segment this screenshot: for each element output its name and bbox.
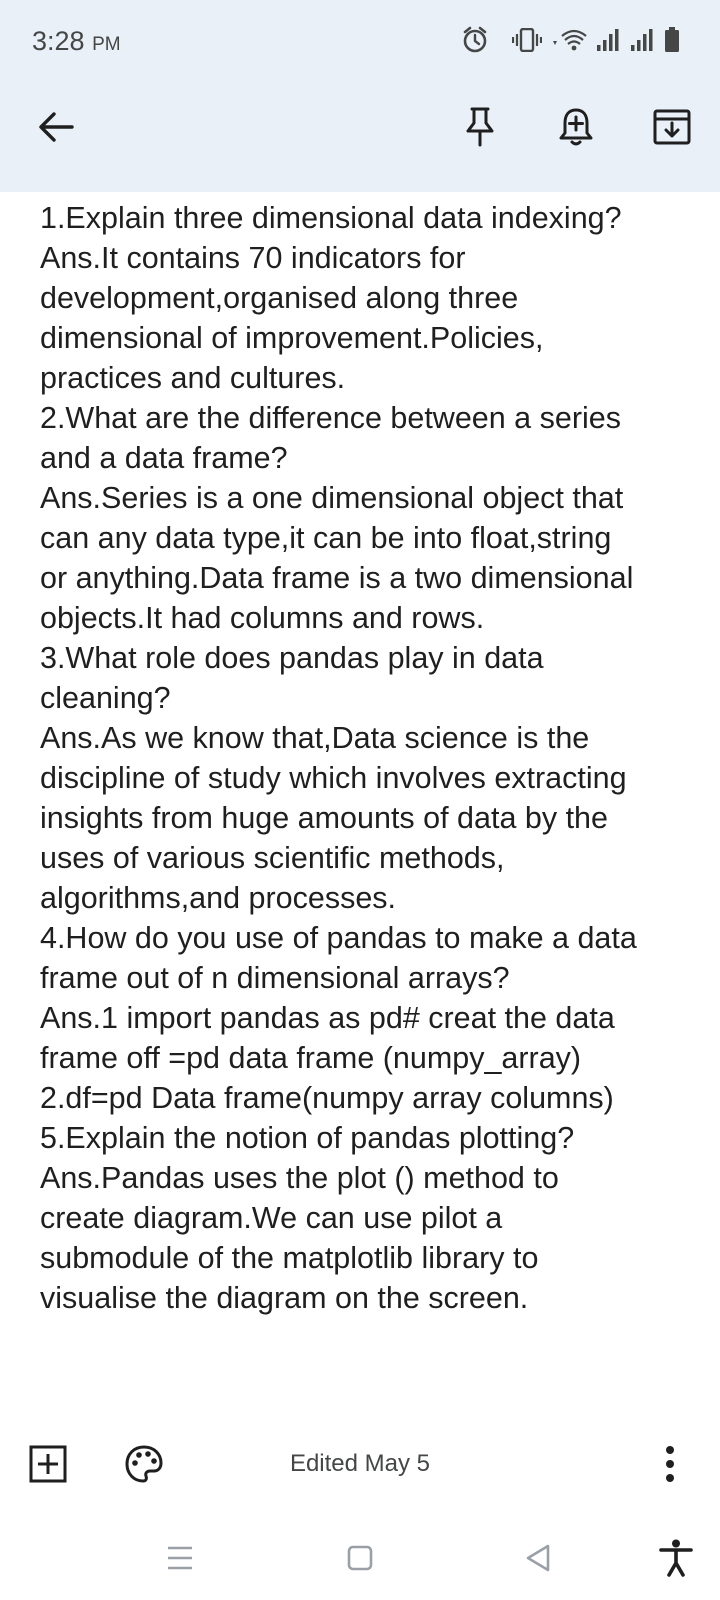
wifi-icon <box>550 28 588 52</box>
note-line: 5.Explain the notion of pandas plotting? <box>40 1121 575 1155</box>
back-button[interactable] <box>28 99 84 155</box>
status-icons <box>462 24 680 56</box>
note-line: objects.It had columns and rows. <box>40 601 485 635</box>
note-line: 4.How do you use of pandas to make a data <box>40 921 637 955</box>
note-line: 2.df=pd Data frame(numpy array columns) <box>40 1081 614 1115</box>
status-time-value: 3:28 <box>32 26 85 56</box>
reminder-button[interactable] <box>548 99 604 155</box>
note-line: 2.What are the difference between a series <box>40 401 621 435</box>
note-body[interactable] <box>40 198 690 1318</box>
note-line: can any data type,it can be into float,string <box>40 521 612 555</box>
note-line: algorithms,and processes. <box>40 881 397 915</box>
bottom-bar <box>0 1436 720 1496</box>
note-line: 3.What role does pandas play in data <box>40 641 544 675</box>
pin-icon <box>463 106 497 148</box>
note-line: frame out of n dimensional arrays? <box>40 961 510 995</box>
note-line: cleaning? <box>40 681 171 715</box>
note-line: frame off =pd data frame (numpy_array) <box>40 1041 582 1075</box>
add-reminder-icon <box>558 106 594 148</box>
note-line: Ans.Pandas uses the plot () method to <box>40 1161 559 1195</box>
archive-icon <box>652 107 692 147</box>
note-line: and a data frame? <box>40 441 288 475</box>
note-line: practices and cultures. <box>40 361 346 395</box>
status-time-ampm: PM <box>92 34 121 55</box>
more-vertical-icon <box>664 1445 676 1483</box>
recent-apps-button[interactable] <box>150 1528 210 1588</box>
nav-back-button[interactable] <box>508 1528 568 1588</box>
arrow-left-icon <box>38 111 74 143</box>
status-bar <box>0 0 720 84</box>
note-line: Ans.1 import pandas as pd# creat the data <box>40 1001 615 1035</box>
note-line: 1.Explain three dimensional data indexing? <box>40 201 622 235</box>
vibrate-icon <box>512 28 542 52</box>
note-line: visualise the diagram on the screen. <box>40 1281 529 1315</box>
note-line: uses of various scientific methods, <box>40 841 505 875</box>
note-line: Ans.It contains 70 indicators for <box>40 241 466 275</box>
note-line: Ans.As we know that,Data science is the <box>40 721 590 755</box>
battery-icon <box>664 27 680 53</box>
note-line: development,organised along three <box>40 281 519 315</box>
accessibility-icon <box>659 1539 693 1577</box>
edited-timestamp: Edited May 5 <box>289 1450 431 1477</box>
note-line: Ans.Series is a one dimensional object that <box>40 481 624 515</box>
home-icon <box>347 1545 373 1571</box>
toolbar <box>0 84 720 192</box>
status-time <box>32 26 121 57</box>
alarm-icon <box>462 26 488 54</box>
note-line: create diagram.We can use pilot a <box>40 1201 503 1235</box>
signal-icon-2 <box>630 28 656 52</box>
recent-apps-icon <box>167 1545 193 1571</box>
back-icon <box>525 1544 551 1572</box>
note-line: submodule of the matplotlib library to <box>40 1241 539 1275</box>
note-line: insights from huge amounts of data by the <box>40 801 608 835</box>
note-line: dimensional of improvement.Policies, <box>40 321 544 355</box>
accessibility-button[interactable] <box>646 1528 706 1588</box>
note-line: discipline of study which involves extracting <box>40 761 627 795</box>
pin-button[interactable] <box>452 99 508 155</box>
more-options-button[interactable] <box>642 1436 698 1492</box>
home-button[interactable] <box>330 1528 390 1588</box>
top-area <box>0 0 720 192</box>
archive-button[interactable] <box>644 99 700 155</box>
signal-icon <box>596 28 622 52</box>
nav-bar <box>0 1528 720 1592</box>
note-line: or anything.Data frame is a two dimensional <box>40 561 634 595</box>
